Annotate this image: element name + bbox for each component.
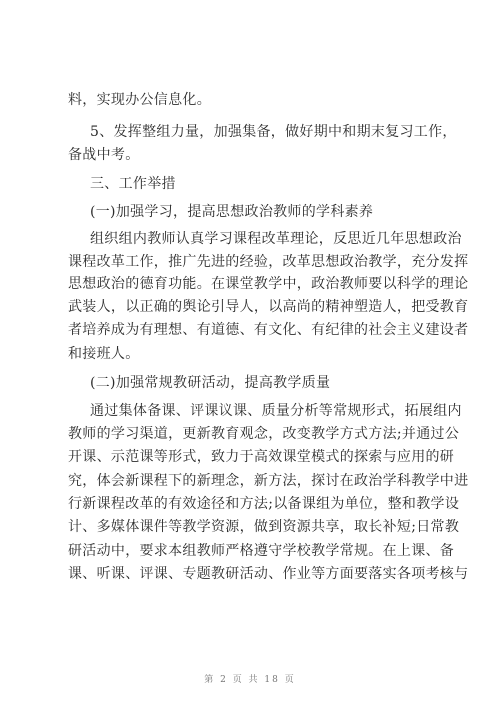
page-number-footer: 第 2 页 共 18 页 [204, 675, 296, 685]
text-line: 教师的学习渠道，更新教育观念，改变教学方式方法;并通过公 [68, 426, 460, 442]
text-line: 研活动中，要求本组教师严格遵守学校教学常规。在上课、备 [68, 543, 455, 559]
text-line: 5、发挥整组力量，加强集备，做好期中和期末复习工作， [90, 124, 457, 140]
text-line: 和接班人。 [68, 346, 140, 362]
subsection-heading: (一)加强学习，提高思想政治教师的学科素养 [90, 204, 374, 220]
text-line: 者培养成为有理想、有道德、有文化、有纪律的社会主义建设者 [68, 322, 469, 338]
text-line: 课、听课、评课、专题教研活动、作业等方面要落实各项考核与 [68, 566, 469, 582]
text-line: 料，实现办公信息化。 [68, 92, 211, 108]
text-line: 计、多媒体课件等教学资源，做到资源共享，取长补短;日常教 [68, 519, 460, 535]
text-line: 通过集体备课、评课议课、质量分析等常规形式，拓展组内 [90, 403, 462, 419]
text-line: 思想政治的德育功能。在课堂教学中，政治教师要以科学的理论 [68, 276, 469, 292]
subsection-heading: (二)加强常规教研活动，提高教学质量 [90, 375, 331, 391]
section-heading: 三、工作举措 [90, 176, 176, 192]
text-line: 课程改革工作，推广先进的经验，改革思想政治教学，充分发挥 [68, 254, 469, 270]
text-line: 备战中考。 [68, 147, 140, 163]
text-line: 武装人，以正确的舆论引导人，以高尚的精神塑造人，把受教育 [68, 299, 469, 315]
text-line: 行新课程改革的有效途径和方法;以备课组为单位，整和教学设 [68, 496, 460, 512]
text-line: 开课、示范课等形式，致力于高效课堂模式的探索与应用的研 [68, 449, 455, 465]
text-line: 组织组内教师认真学习课程改革理论，反思近几年思想政治 [90, 231, 462, 247]
text-line: 究，体会新课程下的新理念，新方法，探讨在政治学科教学中进 [68, 473, 469, 489]
